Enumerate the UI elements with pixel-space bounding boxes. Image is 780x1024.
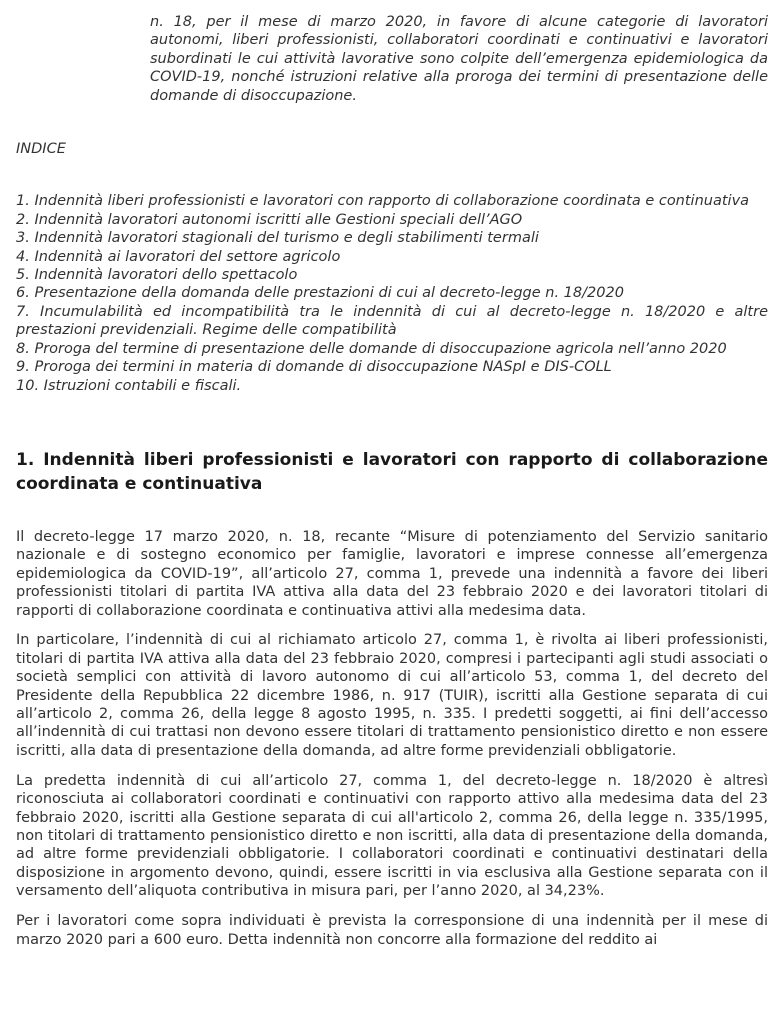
index-item: 6. Presentazione della domanda delle prestazioni di cui al decreto-legge n. 18/2020: [16, 285, 624, 302]
index-list: [16, 192, 768, 394]
index-item: 1. Indennità liberi professionisti e lavoratori con rapporto di collaborazione coordinata e continuativa: [16, 193, 750, 210]
index-title: INDICE: [16, 141, 66, 158]
body-paragraph: La predetta indennità di cui all’articolo 27, comma 1, del decreto-legge n. 18/2020 è altresì riconosciuta ai collaboratori coordinati e continuativi con rapporto attivo alla medesima data del 23 febbraio 2020, iscritti alla Gestione separata di cui all'articolo 2, comma 26, della legge n. 335/1995, non titolari di trattamento pensionistico diretto e non iscritti, alla data di presentazione della domanda, ad altre forme previdenziali obbligatorie. I collaboratori coordinati e continuativi destinatari della disposizione in argomento devono, quindi, essere iscritti in via esclusiva alla Gestione separata con il versamento dell’aliquota contributiva in misura pari, per l’anno 2020, al 34,23%.: [16, 772, 768, 900]
index-item: 2. Indennità lavoratori autonomi iscritti alle Gestioni speciali dell’AGO: [16, 211, 523, 228]
section-heading: 1. Indennità liberi professionisti e lavoratori con rapporto di collaborazione coordinata e continuativa: [16, 449, 768, 495]
index-item: 4. Indennità ai lavoratori del settore agricolo: [16, 248, 341, 265]
index-item: 10. Istruzioni contabili e fiscali.: [16, 377, 242, 394]
intro-paragraph: n. 18, per il mese di marzo 2020, in favore di alcune categorie di lavoratori autonomi, liberi professionisti, collaboratori coordinati e continuativi e lavoratori subordinati le cui attività lavorative sono colpite dell’emergenza epidemiologica da COVID-19, nonché istruzioni relative alla proroga dei termini di presentazione delle domande di disoccupazione.: [150, 14, 768, 104]
body-paragraph: Per i lavoratori come sopra individuati è prevista la corresponsione di una indennità per il mese di marzo 2020 pari a 600 euro. Detta indennità non concorre alla formazione del reddito ai: [16, 913, 768, 948]
index-item: 3. Indennità lavoratori stagionali del turismo e degli stabilimenti termali: [16, 230, 539, 247]
index-item: 9. Proroga dei termini in materia di domande di disoccupazione NASpI e DIS-COLL: [16, 359, 612, 376]
index-item: 8. Proroga del termine di presentazione delle domande di disoccupazione agricola nell’anno 2020: [16, 340, 727, 357]
body-paragraph: In particolare, l’indennità di cui al richiamato articolo 27, comma 1, è rivolta ai liberi professionisti, titolari di partita IVA attiva alla data del 23 febbraio 2020, compresi i partecipanti agli studi associati o società semplici con attività di lavoro autonomo di cui all’articolo 53, comma 1, del decreto del Presidente della Repubblica 22 dicembre 1986, n. 917 (TUIR), iscritti alla Gestione separata di cui all’articolo 2, comma 26, della legge 8 agosto 1995, n. 335. I predetti soggetti, ai fini dell’accesso all’indennità di cui trattasi non devono essere titolari di trattamento pensionistico diretto e non essere iscritti, alla data di presentazione della domanda, ad altre forme previdenziali obbligatorie.: [16, 632, 768, 759]
index-item: 5. Indennità lavoratori dello spettacolo: [16, 267, 298, 284]
body-paragraph: Il decreto-legge 17 marzo 2020, n. 18, recante “Misure di potenziamento del Servizio sanitario nazionale e di sostegno economico per famiglie, lavoratori e imprese connesse all’emergenza epidemiologica da COVID-19”, all’articolo 27, comma 1, prevede una indennità a favore dei liberi professionisti titolari di partita IVA attiva alla data del 23 febbraio 2020 e dei lavoratori titolari di rapporti di collaborazione coordinata e continuativa attivi alla medesima data.: [16, 528, 768, 619]
index-item: 7. Incumulabilità ed incompatibilità tra le indennità di cui al decreto-legge n. 18/2020 e altre prestazioni previdenziali. Regime delle compatibilità: [16, 303, 768, 339]
